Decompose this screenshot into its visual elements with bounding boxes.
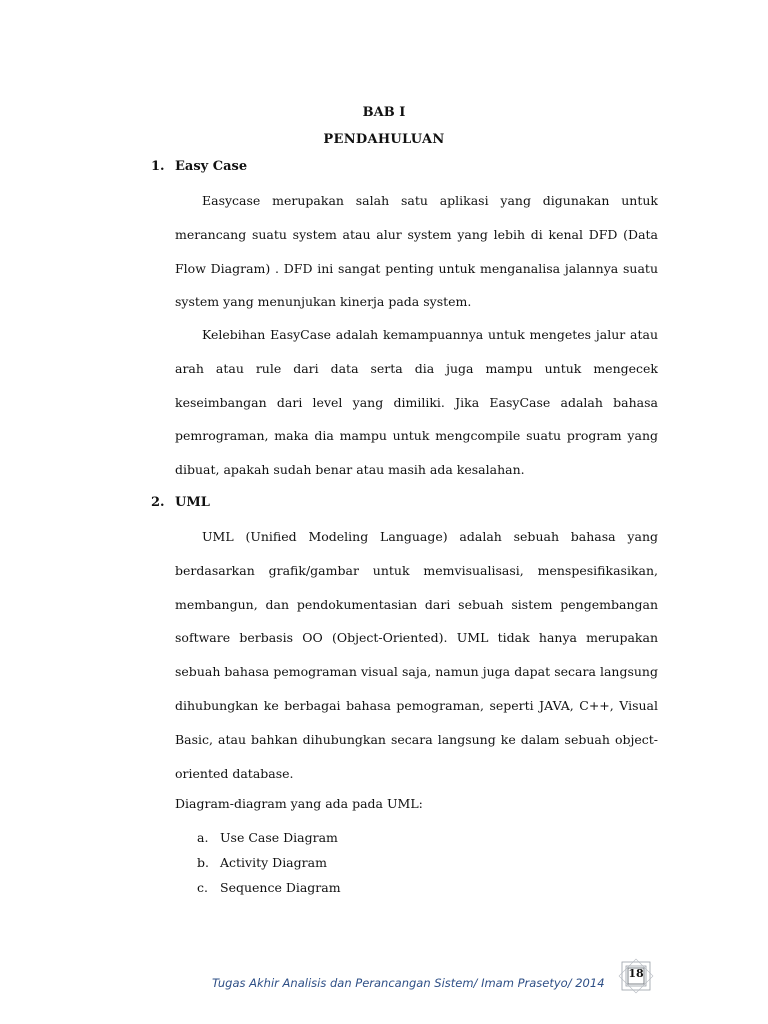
list-label: Sequence Diagram [220,880,341,895]
chapter-title: PENDAHULUAN [323,132,445,147]
list-label: Activity Diagram [220,855,327,870]
section-heading-easy-case [151,159,247,174]
page-number-badge [618,958,654,994]
list-item [197,880,341,895]
footer-text: Tugas Akhir Analisis dan Perancangan Sistem/ Imam Prasetyo/ 2014 [212,976,605,990]
section-number: 1. [151,159,165,174]
section-title: UML [175,495,210,510]
chapter-number: BAB I [362,105,406,120]
list-intro: Diagram-diagram yang ada pada UML: [175,796,423,811]
section-title: Easy Case [175,159,248,174]
list-marker: c. [197,880,208,895]
paragraph: UML (Unified Modeling Language) adalah sebuah bahasa yang berdasarkan grafik/gambar untuk memvisualisasi, menspesifikasikan, membangun, dan pendokumentasian dari sebuah sistem pengembangan software berbasis OO (Object-Oriented). UML tidak hanya merupakan sebuah bahasa pemograman visual saja, namun juga dapat secara langsung dihubungkan ke berbagai bahasa pemograman, seperti JAVA, C++, Visual Basic, atau bahkan dihubungkan secara langsung ke dalam sebuah object-oriented database. [175,529,658,781]
section-heading-uml [151,495,210,510]
paragraph: Easycase merupakan salah satu aplikasi yang digunakan untuk merancang suatu system atau alur system yang lebih di kenal DFD (Data Flow Diagram) . DFD ini sangat penting untuk menganalisa jalannya suatu system yang menunjukan kinerja pada system. [175,193,658,310]
paragraph: Kelebihan EasyCase adalah kemampuannya untuk mengetes jalur atau arah atau rule dari data serta dia juga mampu untuk mengecek keseimbangan dari level yang dimiliki. Jika EasyCase adalah bahasa pemrograman, maka dia mampu untuk mengcompile suatu program yang dibuat, apakah sudah benar atau masih ada kesalahan. [175,327,658,478]
list-marker: b. [197,855,209,870]
list-marker: a. [197,830,209,845]
section-number: 2. [151,495,165,510]
list-item [197,855,327,870]
list-item [197,830,338,845]
page-number: 18 [628,967,644,980]
list-label: Use Case Diagram [220,830,338,845]
